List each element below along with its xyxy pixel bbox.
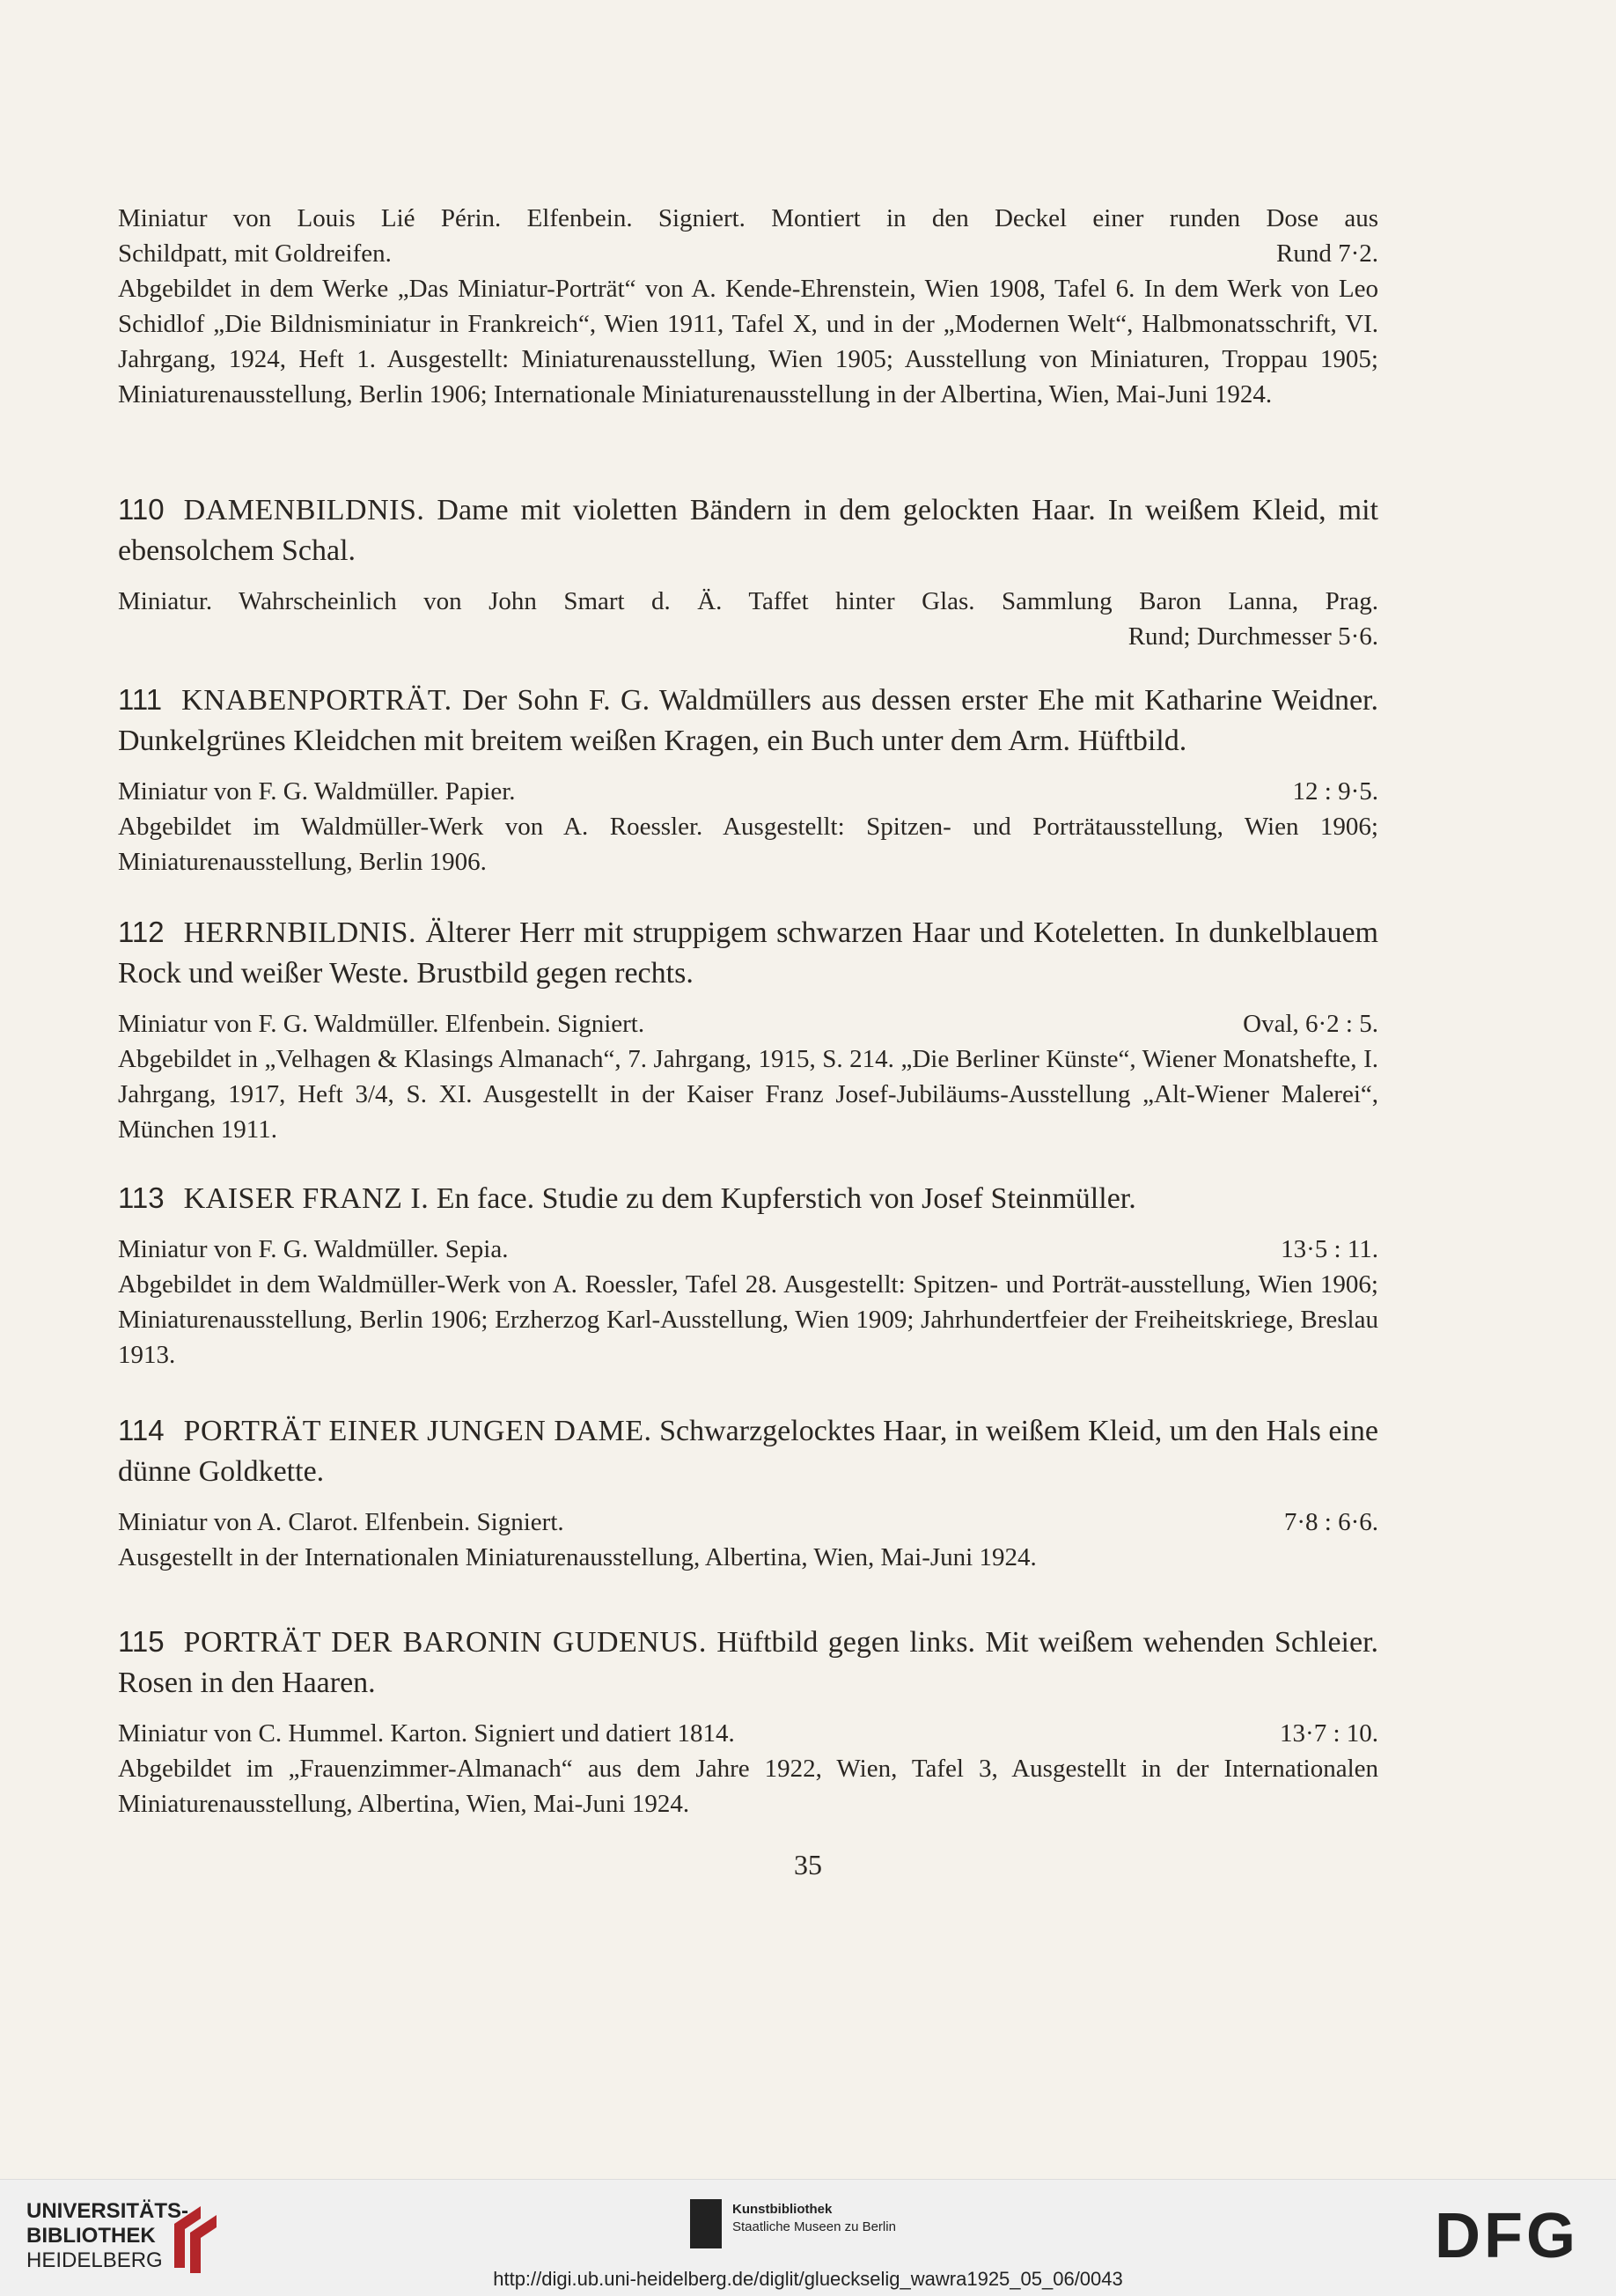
entry-number: 113 [118,1181,165,1214]
entry-description: Dame mit violetten Bändern in dem gelockten Haar. In weißem Kleid, mit ebensolchem Schal. [118,494,1379,567]
entry-112-size: Oval, 6·2 : 5. [1243,1010,1378,1038]
entry-112 [118,912,1378,1147]
kunstbibliothek-eagle-icon [690,2199,722,2248]
entry-113-size: 13·5 : 11. [1281,1235,1378,1263]
entry-109-info-line1: Miniatur von Louis Lié Périn. Elfenbein. Signiert. Montiert in den Deckel einer runden Dose aus [118,204,1378,232]
entry-description: Älterer Herr mit struppigem schwarzen Haar und Koteletten. In dunkelblauem Rock und weißer Weste. Brustbild gegen rechts. [118,916,1379,990]
entry-number: 115 [118,1625,165,1658]
page-number: 35 [794,1849,822,1880]
entry-111-size: 12 : 9·5. [1292,777,1378,806]
entry-number: 112 [118,916,165,948]
entry-113 [118,1178,1378,1372]
footer-bar [0,2179,1616,2296]
entry-115-info: Miniatur von C. Hummel. Karton. Signiert und datiert 1814. [118,1719,735,1748]
dfg-logo[interactable]: DFG [1435,2201,1579,2271]
entry-number: 110 [118,493,165,526]
entry-113-heading [118,1178,1378,1219]
entry-111-info: Miniatur von F. G. Waldmüller. Papier. [118,777,516,806]
entry-110-size: Rund; Durchmesser 5·6. [1128,622,1378,651]
entry-115-size: 13·7 : 10. [1280,1719,1378,1748]
entry-114-size: 7·8 : 6·6. [1283,1508,1378,1536]
ub-heidelberg-logo-text[interactable] [26,2199,188,2273]
entry-114 [118,1410,1378,1575]
entry-description: En face. Studie zu dem Kupferstich von Josef Steinmüller. [436,1182,1136,1215]
entry-109-size: Rund 7·2. [1276,239,1378,268]
entry-115-heading [118,1622,1378,1704]
ub-line3: HEIDELBERG [26,2248,163,2272]
entry-115 [118,1622,1378,1821]
entry-110-heading [118,489,1378,571]
entry-114-references: Ausgestellt in der Internationalen Miniaturenausstellung, Albertina, Wien, Mai-Juni 1924. [118,1543,1037,1571]
entry-title: PORTRÄT DER BARONIN GUDENUS. [183,1626,707,1659]
kb-line1: Kunstbibliothek [732,2202,833,2217]
entry-title: KAISER FRANZ I. [183,1182,430,1215]
entry-title: DAMENBILDNIS. [183,494,425,526]
entry-number: 114 [118,1414,165,1446]
entry-description: Hüftbild gegen links. Mit weißem wehenden Schleier. Rosen in den Haaren. [118,1626,1379,1699]
entry-114-info: Miniatur von A. Clarot. Elfenbein. Signiert. [118,1508,564,1536]
ub-line1: UNIVERSITÄTS- [26,2199,189,2223]
entry-112-heading [118,912,1378,994]
entry-115-references: Abgebildet im „Frauenzimmer-Almanach“ aus dem Jahre 1922, Wien, Tafel 3, Ausgestellt in der Internationalen Miniaturenausstellung, Albertina, Wien, Mai-Juni 1924. [118,1755,1378,1818]
entry-number: 111 [118,683,163,716]
entry-114-heading [118,1410,1378,1492]
entry-112-references: Abgebildet in „Velhagen & Klasings Almanach“, 7. Jahrgang, 1915, S. 214. „Die Berliner Künste“, Wiener Monatshefte, I. Jahrgang, 1917, Heft 3/4, S. XI. Ausgestellt in der Kaiser Franz Josef-Jubiläums-Ausstellung „Alt-Wiener Malerei“, München 1911. [118,1045,1378,1144]
entry-111 [118,680,1378,879]
entry-111-heading [118,680,1378,762]
ub-line2: BIBLIOTHEK [26,2224,156,2248]
entry-113-references: Abgebildet in dem Waldmüller-Werk von A. Roessler, Tafel 28. Ausgestellt: Spitzen- und Porträt-ausstellung, Wien 1906; Miniaturenausstellung, Berlin 1906; Erzherzog Karl-Ausstellung, Wien 1909; Jahrhundertfeier der Freiheitskriege, Breslau 1913. [118,1270,1378,1369]
source-url-link[interactable]: http://digi.ub.uni-heidelberg.de/diglit/glueckselig_wawra1925_05_06/0043 [493,2268,1123,2290]
entry-110-info: Miniatur. Wahrscheinlich von John Smart d. Ä. Taffet hinter Glas. Sammlung Baron Lanna, Prag. [118,587,1378,615]
entry-110 [118,489,1378,654]
entry-109-info-line2: Schildpatt, mit Goldreifen. [118,239,392,268]
entry-title: HERRNBILDNIS. [183,916,416,949]
entry-description: Der Sohn F. G. Waldmüllers aus dessen erster Ehe mit Katharine Weidner. Dunkelgrünes Kleidchen mit breitem weißen Kragen, ein Buch unter dem Arm. Hüftbild. [118,684,1378,757]
entry-title: PORTRÄT EINER JUNGEN DAME. [183,1415,652,1447]
entry-109-references: Abgebildet in dem Werke „Das Miniatur-Porträt“ von A. Kende-Ehrenstein, Wien 1908, Tafel 6. In dem Werk von Leo Schidlof „Die Bildnisminiatur in Frankreich“, Wien 1911, Tafel X, und in der „Modernen Welt“, Halbmonatsschrift, VI. Jahrgang, 1924, Heft 1. Ausgestellt: Miniaturenausstellung, Wien 1905; Ausstellung von Miniaturen, Troppau 1905; Miniaturenausstellung, Berlin 1906; Internationale Miniaturenausstellung in der Albertina, Wien, Mai-Juni 1924. [118,275,1378,408]
kunstbibliothek-text[interactable] [732,2201,896,2236]
entry-title: KNABENPORTRÄT. [181,684,452,717]
entry-113-info: Miniatur von F. G. Waldmüller. Sepia. [118,1235,509,1263]
entry-109-continuation [118,201,1378,412]
ub-heidelberg-emblem-icon [165,2197,222,2275]
kb-line2: Staatliche Museen zu Berlin [732,2219,896,2234]
entry-112-info: Miniatur von F. G. Waldmüller. Elfenbein. Signiert. [118,1010,645,1038]
entry-111-references: Abgebildet im Waldmüller-Werk von A. Roessler. Ausgestellt: Spitzen- und Porträtausstellung, Wien 1906; Miniaturenausstellung, Berlin 1906. [118,813,1378,876]
entry-description: Schwarzgelocktes Haar, in weißem Kleid, um den Hals eine dünne Goldkette. [118,1415,1379,1488]
